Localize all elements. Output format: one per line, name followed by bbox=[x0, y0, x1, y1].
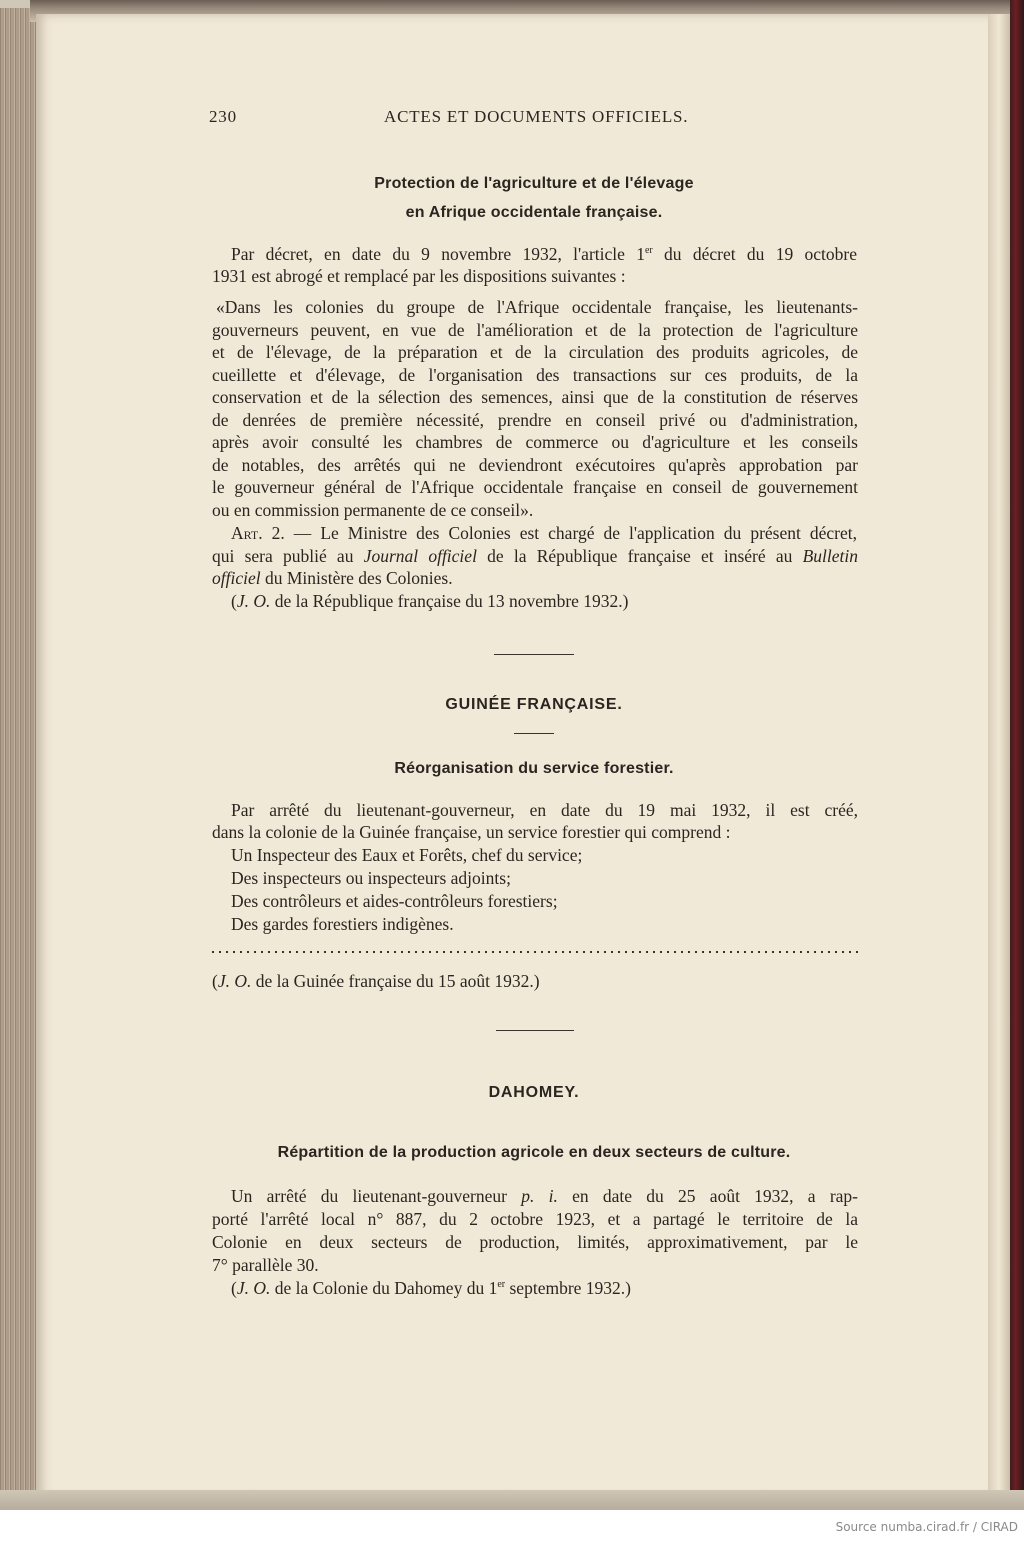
running-title: ACTES ET DOCUMENTS OFFICIELS. bbox=[384, 107, 689, 126]
section1-quote-line: de denrées de première nécessité, prendre en conseil privé ou d'administration, bbox=[212, 409, 858, 430]
book-bottom-shadow bbox=[0, 1490, 1024, 1510]
section1-art2-line1: Art. 2. — Le Ministre des Colonies est chargé de l'application du présent décret, bbox=[231, 523, 857, 543]
book-red-cover bbox=[1010, 0, 1024, 1510]
section1-quote-line: gouverneurs peuvent, en vue de l'amélioration et de la protection de l'agriculture bbox=[212, 319, 858, 340]
section1-art2-line3: officiel du Ministère des Colonies. bbox=[212, 568, 453, 588]
section1-citation: (J. O. de la République française du 13 novembre 1932.) bbox=[231, 591, 629, 611]
section2-intro-line2: dans la colonie de la Guinée française, un service forestier qui comprend : bbox=[212, 822, 731, 842]
heading-underline bbox=[514, 733, 554, 734]
section1-intro-line1: Par décret, en date du 9 novembre 1932, l'article 1er du décret du 19 octobre bbox=[231, 244, 857, 264]
section1-quote-last-line: ou en commission permanente de ce conseil». bbox=[212, 500, 534, 520]
section1-art2-line2: qui sera publié au Journal officiel de la République française et inséré au Bulletin bbox=[212, 546, 858, 566]
section3-citation: (J. O. de la Colonie du Dahomey du 1er septembre 1932.) bbox=[231, 1278, 631, 1298]
section1-quote-line: après avoir consulté les chambres de commerce ou d'agriculture et les conseils bbox=[212, 432, 858, 452]
page-sheet bbox=[36, 14, 992, 1498]
source-credit: Source numba.cirad.fr / CIRAD bbox=[835, 1520, 1018, 1534]
book-left-page-edges bbox=[0, 8, 40, 1498]
section2-citation: (J. O. de la Guinée française du 15 août 1932.) bbox=[212, 971, 540, 991]
section2-item: Des contrôleurs et aides-contrôleurs forestiers; bbox=[231, 891, 558, 911]
section1-intro-line2: 1931 est abrogé et remplacé par les dispositions suivantes : bbox=[212, 266, 626, 286]
section3-title: Répartition de la production agricole en deux secteurs de culture. bbox=[277, 1144, 791, 1161]
section3-colony-heading: DAHOMEY. bbox=[488, 1084, 580, 1101]
book-right-page-edge bbox=[988, 14, 1010, 1498]
section3-line2: porté l'arrêté local n° 887, du 2 octobre 1923, et a partagé le territoire de la bbox=[212, 1209, 858, 1229]
section1-quote-line: conservation et de la sélection des semences, ainsi que de la constitution de réserves bbox=[212, 387, 858, 407]
section-divider bbox=[494, 654, 574, 655]
section3-line3: Colonie en deux secteurs de production, limités, approximativement, par le bbox=[212, 1232, 858, 1252]
section2-item: Des gardes forestiers indigènes. bbox=[231, 914, 454, 934]
section1-title-line2: en Afrique occidentale française. bbox=[405, 204, 663, 221]
section3-line1: Un arrêté du lieutenant-gouverneur p. i. en date du 25 août 1932, a rap- bbox=[231, 1186, 859, 1206]
section1-quote-line: «Dans les colonies du groupe de l'Afrique occidentale française, les lieutenants- bbox=[216, 297, 858, 317]
section1-title-line1: Protection de l'agriculture et de l'élevage bbox=[374, 175, 694, 192]
section1-quote-line: cueillette et d'élevage, de l'organisation des transactions sur ces produits, de la bbox=[212, 364, 858, 385]
section1-quote-line: le gouverneur général de l'Afrique occidentale française en conseil de gouvernement bbox=[212, 477, 858, 497]
section2-title: Réorganisation du service forestier. bbox=[394, 760, 674, 777]
section2-item: Des inspecteurs ou inspecteurs adjoints; bbox=[231, 868, 511, 888]
section1-quote-line: de notables, des arrêtés qui ne deviendront exécutoires qu'après approbation par bbox=[212, 454, 858, 475]
page-number: 230 bbox=[209, 107, 237, 126]
section-divider bbox=[496, 1030, 574, 1031]
section2-intro-line1: Par arrêté du lieutenant-gouverneur, en date du 19 mai 1932, il est créé, bbox=[231, 800, 858, 820]
omission-dotted-line bbox=[212, 951, 858, 953]
section1-quote-line: et de l'élevage, de la préparation et de la circulation des produits agricoles, de bbox=[212, 342, 858, 362]
section3-line4: 7° parallèle 30. bbox=[212, 1255, 319, 1275]
section2-item: Un Inspecteur des Eaux et Forêts, chef du service; bbox=[231, 845, 583, 865]
section2-colony-heading: GUINÉE FRANÇAISE. bbox=[445, 696, 623, 713]
